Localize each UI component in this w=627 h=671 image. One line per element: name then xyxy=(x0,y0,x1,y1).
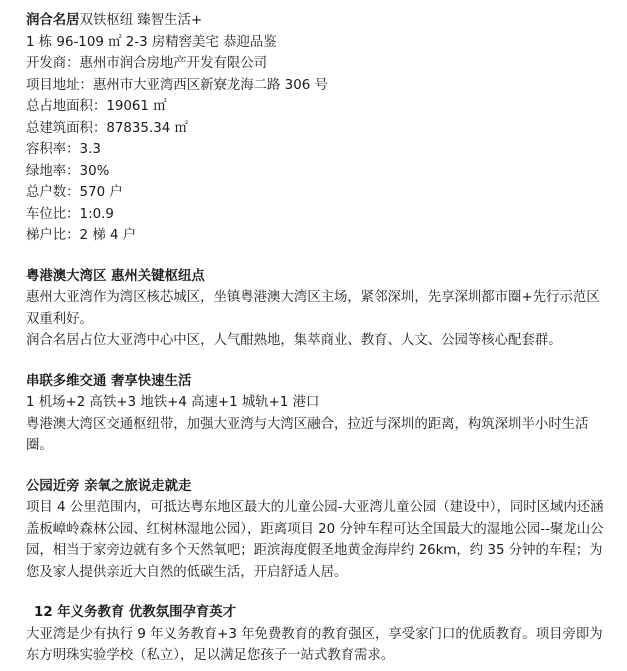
section-parks xyxy=(26,476,627,584)
section-paragraph: 粤港澳大湾区交通枢纽带，加强大亚湾与大湾区融合，拉近与深圳的距离，构筑深圳半小时生活圈。 xyxy=(26,416,589,453)
section-paragraph: 项目 4 公里范围内，可抵达粤东地区最大的儿童公园-大亚湾儿童公园（建设中），同时区域内还涵盖板嶂岭森林公园、红树林湿地公园），距离项目 20 分钟车程可达全国最大的湿地公园--聚龙山公园，相当于家旁边就有多个天然氧吧；距滨海度假圣地黄金海岸约 26km，约 35 分钟的车程；为您及家人提供亲近大自然的低碳生活，开启舒适人居。 xyxy=(26,500,604,580)
section-title: 12 年义务教育 优教氛围孕育英才 xyxy=(34,605,237,620)
headline xyxy=(26,10,627,32)
info-elevator-ratio: 梯户比：2 梯 4 户 xyxy=(26,228,137,243)
section-paragraph: 1 机场+2 高铁+3 地铁+4 高速+1 城轨+1 港口 xyxy=(26,395,320,410)
project-info xyxy=(26,53,627,247)
info-parking-ratio: 车位比：1:0.9 xyxy=(26,206,114,222)
section-transport xyxy=(26,371,627,457)
info-households: 总户数：570 户 xyxy=(26,185,123,200)
info-address: 项目地址：惠州市大亚湾西区新寮龙海二路 306 号 xyxy=(26,77,328,93)
section-paragraph: 惠州大亚湾作为湾区核芯城区，坐镇粤港澳大湾区主场，紧邻深圳，先享深圳都市圈+先行示范区双重利好。 xyxy=(26,290,600,327)
section-title: 公园近旁 亲氧之旅说走就走 xyxy=(26,478,192,494)
section-education xyxy=(26,602,627,667)
section-title: 粤港澳大湾区 惠州关键枢纽点 xyxy=(26,268,205,284)
headline-slogan: 双铁枢纽 臻智生活+ xyxy=(79,13,203,28)
info-plot-ratio: 容积率：3.3 xyxy=(26,142,101,157)
headline-subtitle: 1 栋 96-109 ㎡ 2-3 房精窖美宅 恭迎品鉴 xyxy=(26,34,277,50)
project-name: 润合名居 xyxy=(26,13,80,28)
section-title: 串联多维交通 奢享快速生活 xyxy=(26,373,192,389)
section-paragraph: 润合名居占位大亚湾中心中区，人气酣熟地，集萃商业、教育、人文、公园等核心配套群。 xyxy=(26,333,562,348)
info-land-area: 总占地面积：19061 ㎡ xyxy=(26,99,167,114)
section-paragraph: 大亚湾是少有执行 9 年义务教育+3 年免费教育的教育强区，享受家门口的优质教育。项目旁即为东方明珠实验学校（私立），足以满足您孩子一站式教育需求。 xyxy=(26,626,603,663)
info-green-ratio: 绿地率：30% xyxy=(26,163,110,179)
info-developer: 开发商：惠州市润合房地产开发有限公司 xyxy=(26,56,268,71)
info-building-area: 总建筑面积：87835.34 ㎡ xyxy=(26,120,188,136)
section-bay-area xyxy=(26,266,627,352)
